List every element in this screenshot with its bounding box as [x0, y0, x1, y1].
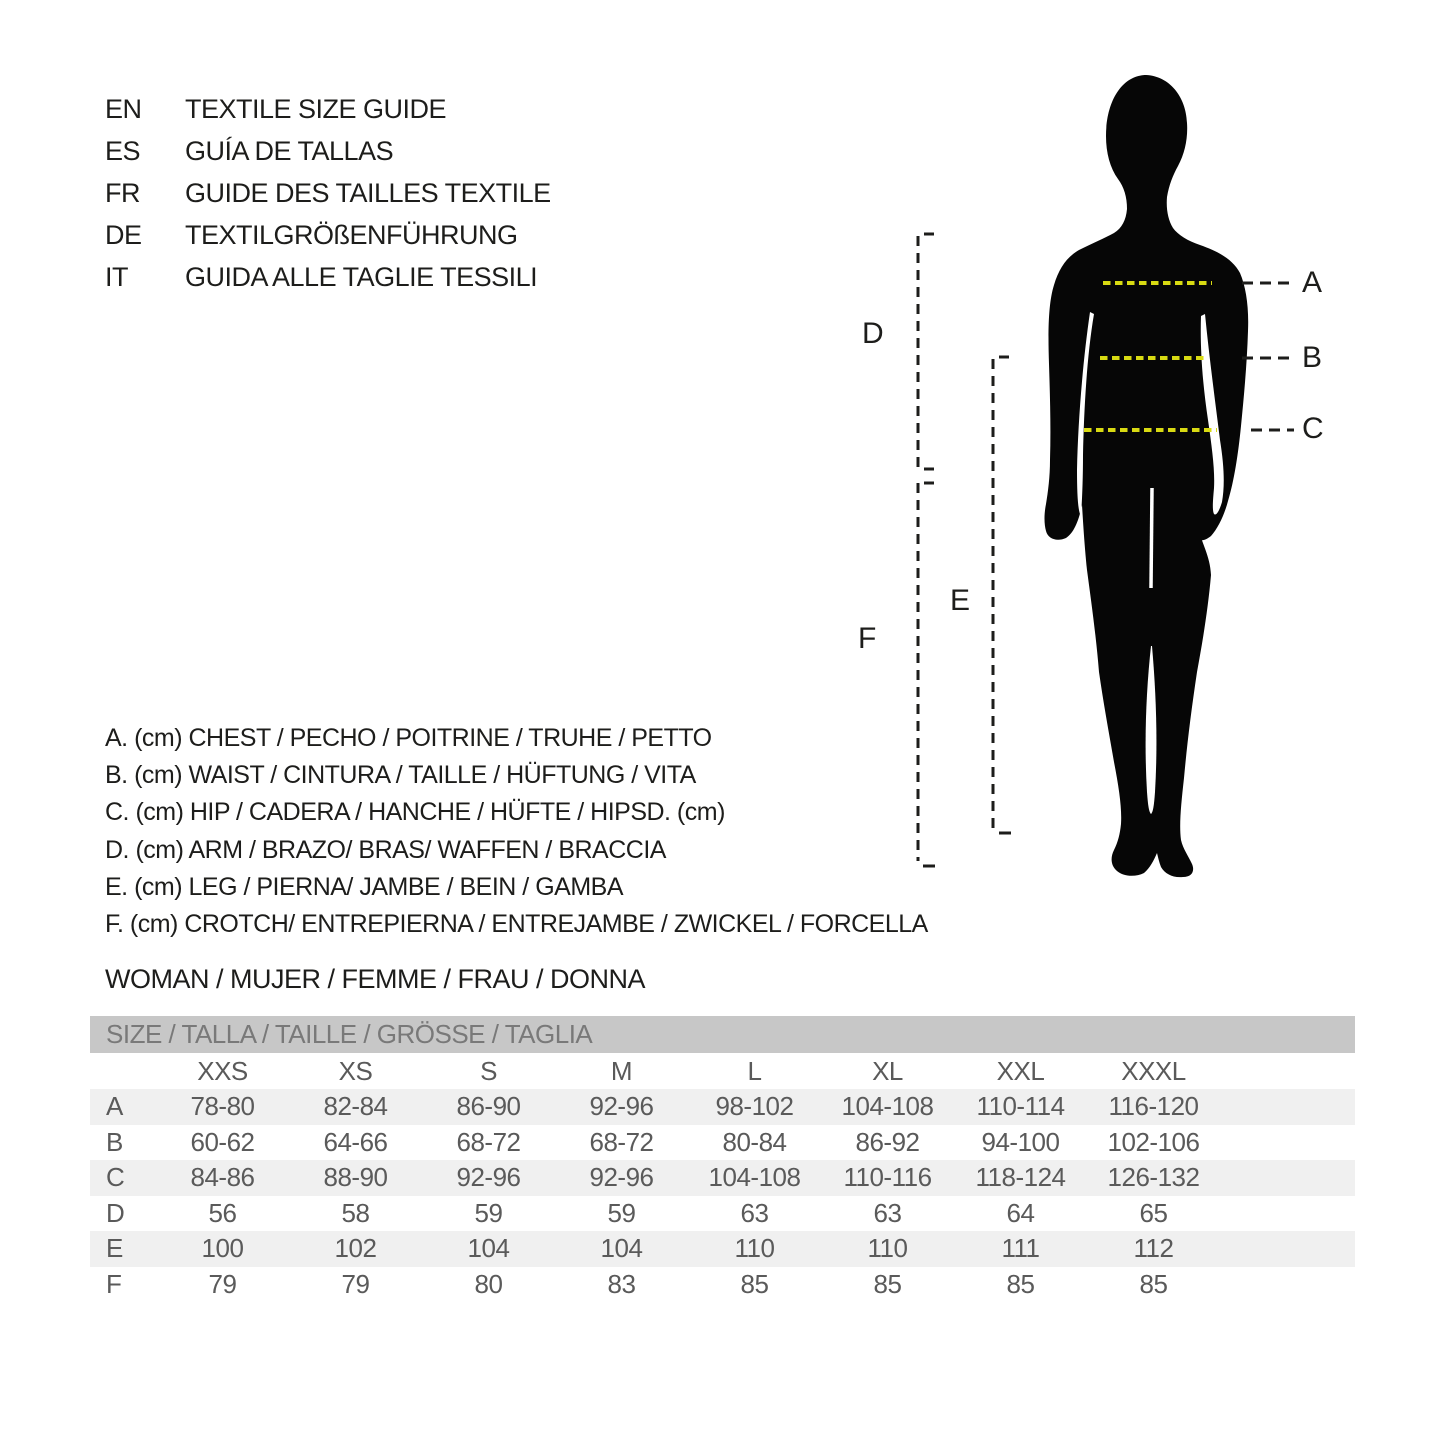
table-cell: 63 — [740, 1197, 769, 1228]
table-cell: 112 — [1133, 1233, 1174, 1263]
table-cell: 102-106 — [1107, 1126, 1200, 1157]
language-code: IT — [105, 262, 128, 292]
table-cell: 104 — [467, 1233, 510, 1263]
table-cell: 85 — [740, 1268, 769, 1299]
marker-label-arm: D — [862, 317, 884, 350]
table-cell: 94-100 — [981, 1126, 1060, 1157]
row-label: A — [106, 1091, 123, 1121]
size-table — [90, 1016, 1355, 1302]
column-header: XXXL — [1121, 1056, 1186, 1086]
column-header: XS — [338, 1056, 373, 1086]
title-row — [105, 214, 551, 256]
title-row — [105, 256, 551, 298]
table-cell: 83 — [607, 1268, 636, 1299]
legend-line-chest: A. (cm) CHEST / PECHO / POITRINE / TRUHE / PETTO — [105, 724, 712, 752]
table-row — [90, 1231, 1355, 1267]
table-row — [90, 1089, 1355, 1125]
table-cell: 85 — [1139, 1268, 1168, 1299]
legend-line-leg: E. (cm) LEG / PIERNA/ JAMBE / BEIN / GAMBA — [105, 872, 623, 901]
language-code: ES — [105, 136, 141, 166]
column-header: XXL — [996, 1056, 1045, 1086]
size-table-header: SIZE / TALLA / TAILLE / GRÖSSE / TAGLIA — [90, 1016, 1355, 1053]
table-cell: 86-90 — [456, 1091, 521, 1121]
legend-line-crotch: F. (cm) CROTCH/ ENTREPIERNA / ENTREJAMBE / ZWICKEL / FORCELLA — [105, 909, 928, 938]
page-title: GUÍA DE TALLAS — [185, 136, 394, 166]
table-cell: 78-80 — [190, 1091, 255, 1121]
table-cell: 110 — [734, 1233, 775, 1263]
marker-label-leg: E — [950, 584, 970, 617]
column-header: S — [480, 1056, 497, 1086]
table-cell: 118-124 — [975, 1162, 1066, 1192]
table-cell: 126-132 — [1107, 1162, 1200, 1192]
page-title: GUIDE DES TAILLES TEXTILE — [185, 178, 551, 208]
table-cell: 79 — [208, 1268, 237, 1299]
table-cell: 80 — [474, 1268, 503, 1299]
legend-line-arm: D. (cm) ARM / BRAZO/ BRAS/ WAFFEN / BRACCIA — [105, 835, 666, 864]
legend-line-hip: C. (cm) HIP / CADERA / HANCHE / HÜFTE / HIPSD. (cm) — [105, 798, 725, 827]
column-header: XXS — [197, 1056, 248, 1086]
table-row — [90, 1160, 1355, 1196]
row-label: E — [106, 1233, 123, 1263]
table-cell: 110 — [867, 1233, 908, 1263]
table-cell: 79 — [341, 1268, 370, 1299]
table-row — [90, 1125, 1355, 1161]
table-cell: 63 — [873, 1197, 902, 1228]
upper-leg-gap — [1151, 488, 1152, 588]
marker-label-chest: A — [1302, 266, 1322, 299]
page-title: GUIDA ALLE TAGLIE TESSILI — [185, 262, 538, 292]
row-label: C — [106, 1162, 125, 1192]
title-row — [105, 130, 551, 172]
gender-heading: WOMAN / MUJER / FEMME / FRAU / DONNA — [105, 964, 645, 994]
table-cell: 85 — [1006, 1268, 1035, 1299]
row-label: D — [106, 1197, 125, 1228]
table-cell: 116-120 — [1108, 1091, 1199, 1121]
table-cell: 80-84 — [722, 1126, 787, 1157]
language-code: FR — [105, 178, 140, 208]
table-cell: 58 — [341, 1197, 370, 1228]
table-cell: 64-66 — [323, 1126, 388, 1157]
page-title: TEXTILE SIZE GUIDE — [185, 94, 447, 124]
table-cell: 92-96 — [589, 1091, 654, 1121]
column-header: M — [610, 1056, 633, 1086]
language-code: EN — [105, 94, 142, 124]
title-row — [105, 172, 551, 214]
table-cell: 98-102 — [715, 1091, 794, 1121]
table-cell: 68-72 — [589, 1126, 654, 1157]
table-cell: 104 — [600, 1233, 643, 1263]
table-cell: 86-92 — [855, 1126, 920, 1157]
table-cell: 110-116 — [843, 1162, 932, 1192]
table-cell: 65 — [1139, 1197, 1168, 1228]
marker-label-waist: B — [1302, 341, 1322, 374]
table-cell: 59 — [607, 1197, 636, 1228]
page-title: TEXTILGRÖßENFÜHRUNG — [185, 220, 518, 250]
table-cell: 92-96 — [589, 1162, 654, 1192]
legend-line-waist: B. (cm) WAIST / CINTURA / TAILLE / HÜFTUNG / VITA — [105, 761, 696, 790]
row-label: F — [106, 1268, 122, 1299]
table-cell: 59 — [474, 1197, 503, 1228]
table-cell: 64 — [1006, 1197, 1035, 1228]
table-cell: 82-84 — [323, 1091, 388, 1121]
table-cell: 84-86 — [190, 1162, 255, 1192]
table-cell: 92-96 — [456, 1162, 521, 1192]
language-code: DE — [105, 220, 142, 250]
table-cell: 104-108 — [708, 1162, 801, 1192]
title-language-block — [105, 88, 551, 298]
column-header: L — [747, 1056, 762, 1086]
table-cell: 110-114 — [976, 1091, 1065, 1121]
table-row — [90, 1196, 1355, 1232]
measurement-legend — [105, 720, 928, 943]
table-cell: 88-90 — [323, 1162, 388, 1192]
table-row — [90, 1267, 1355, 1303]
size-table-columns-row — [90, 1053, 1355, 1089]
table-cell: 85 — [873, 1268, 902, 1299]
row-label: B — [106, 1126, 123, 1157]
table-cell: 68-72 — [456, 1126, 521, 1157]
table-cell: 102 — [334, 1233, 377, 1263]
table-cell: 100 — [201, 1233, 244, 1263]
column-header: XL — [872, 1056, 903, 1086]
marker-label-hip: C — [1302, 412, 1324, 445]
table-cell: 56 — [208, 1197, 237, 1228]
table-cell: 60-62 — [190, 1126, 255, 1157]
title-row — [105, 88, 551, 130]
marker-label-crotch: F — [858, 622, 876, 655]
table-cell: 111 — [1001, 1233, 1040, 1263]
table-cell: 104-108 — [841, 1091, 934, 1121]
